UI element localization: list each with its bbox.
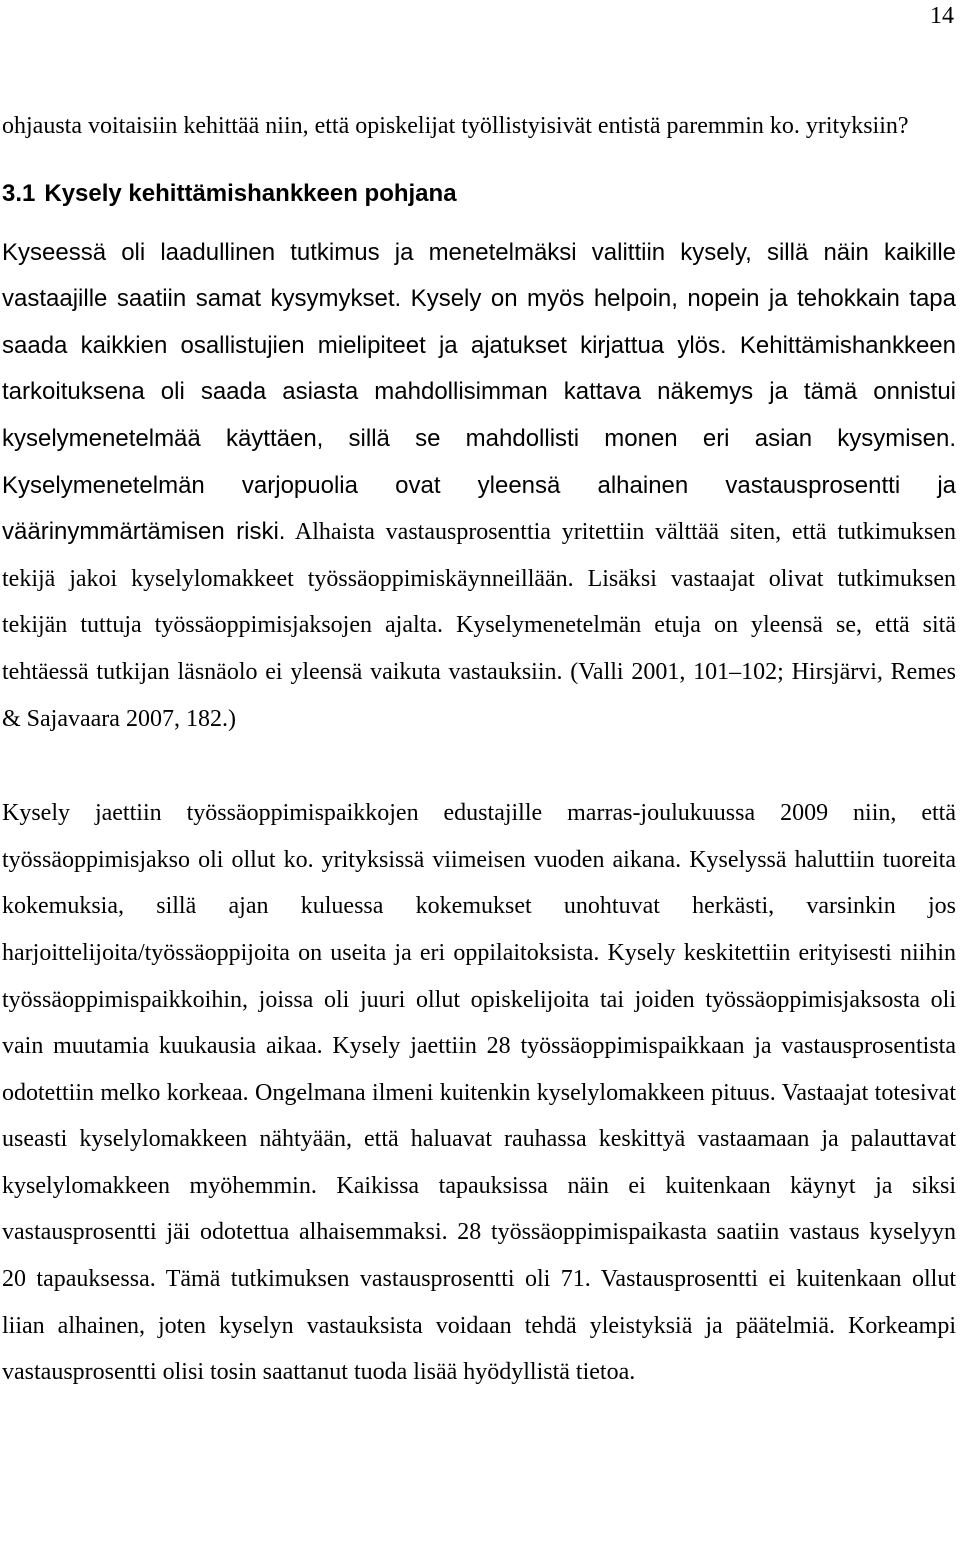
page-number: 14 <box>930 3 954 29</box>
intro-paragraph: ohjausta voitaisiin kehittää niin, että opiskelijat työllistyisivät entistä paremmin ko. yrityksiin? <box>2 113 909 139</box>
paragraph-1-sans-part: Kyseessä oli laadullinen tutkimus ja menetelmäksi valittiin kysely, sillä näin kaikille vastaajille saatiin samat kysymykset. Kysely on myös helpoin, nopein ja tehokkain tapa saada kaikkien osallistujien mielipiteet ja ajatukset kirjattua ylös. Kehittämishankkeen tarkoituksena oli saada asiasta mahdollisimman kattava näkemys ja tämä onnistui kyselymenetelmää käyttäen, sillä se mahdollisti monen eri asian kysymisen. Kyselymenetelmän varjopuolia ovat yleensä alhainen vastausprosentti ja väärinymmärtämisen riski. <box>2 238 956 546</box>
document-body <box>2 103 956 1396</box>
section-heading <box>2 180 956 208</box>
body-paragraph-2: Kysely jaettiin työssäoppimispaikkojen edustajille marras-joulukuussa 2009 niin, että työssäoppimisjakso oli ollut ko. yrityksissä viimeisen vuoden aikana. Kyselyssä haluttiin tuoreita kokemuksia, sillä ajan kuluessa kokemukset unohtuvat herkästi, varsinkin jos harjoittelijoita/työssäoppijoita on useita ja eri oppilaitoksista. Kysely keskitettiin erityisesti niihin työssäoppimispaikkoihin, joissa oli juuri ollut opiskelijoita tai joiden työssäoppimisjaksosta oli vain muutamia kuukausia aikaa. Kysely jaettiin 28 työssäoppimispaikkaan ja vastausprosentista odotettiin melko korkeaa. Ongelmana ilmeni kuitenkin kyselylomakkeen pituus. Vastaajat totesivat useasti kyselylomakkeen nähtyään, että haluavat rauhassa keskittyä vastaamaan ja palauttavat kyselylomakkeen myöhemmin. Kaikissa tapauksissa näin ei kuitenkaan käynyt ja siksi vastausprosentti jäi odotettua alhaisemmaksi. 28 työssäoppimispaikasta saatiin vastaus kyselyyn 20 tapauksessa. Tämä tutkimuksen vastausprosentti oli 71. Vastausprosentti ei kuitenkaan ollut liian alhainen, joten kyselyn vastauksista voidaan tehdä yleistyksiä ja päätelmiä. Korkeampi vastausprosentti olisi tosin saattanut tuoda lisää hyödyllistä tietoa. <box>2 800 956 1386</box>
section-number: 3.1 <box>2 179 36 207</box>
paragraph-1-serif-part: Alhaista vastausprosenttia yritettiin välttää siten, että tutkimuksen tekijä jakoi kyselylomakkeet työssäoppimiskäynneillään. Lisäksi vastaajat olivat tutkimuksen tekijän tuttuja työssäoppimisjaksojen ajalta. Kyselymenetelmän etuja on yleensä se, että sitä tehtäessä tutkijan läsnäolo ei yleensä vaikuta vastauksiin. (Valli 2001, 101–102; Hirsjärvi, Remes & Sajavaara 2007, 182.) <box>2 519 956 732</box>
body-paragraph-1 <box>2 230 956 743</box>
section-title: Kysely kehittämishankkeen pohjana <box>44 179 457 207</box>
